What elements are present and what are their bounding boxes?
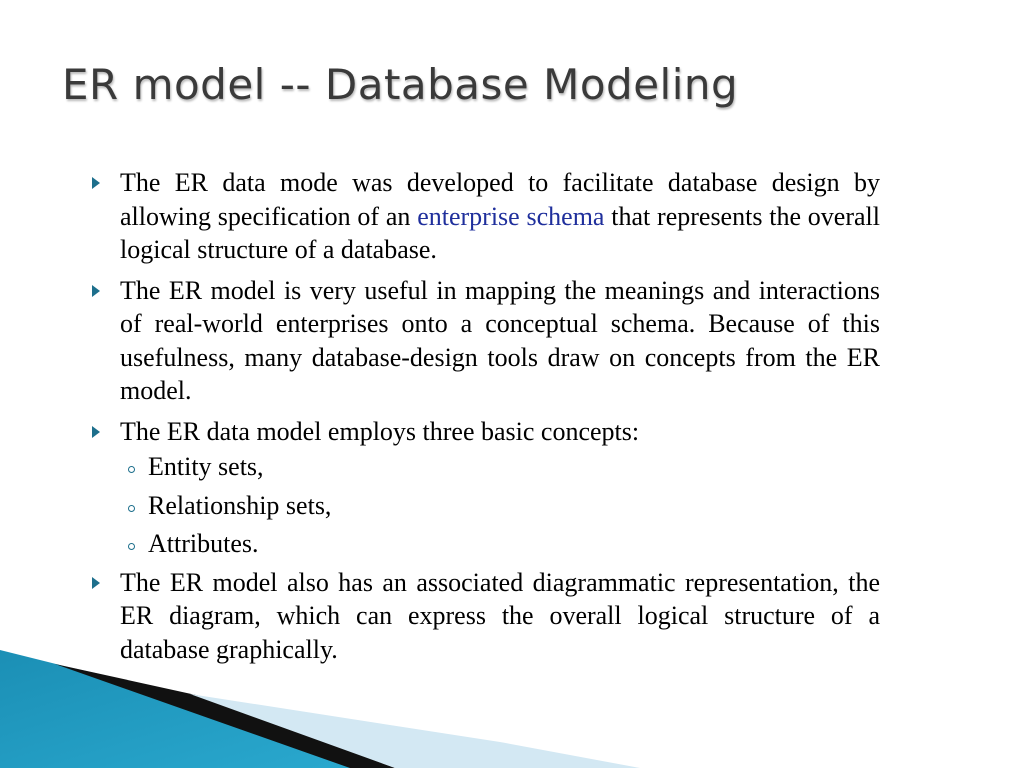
sub-bullet-text: Attributes. xyxy=(148,529,259,558)
bullet-text: that represents the overall logical structure of a database. xyxy=(120,201,880,264)
bullet-arrow-icon xyxy=(92,426,100,438)
bullet-arrow-icon xyxy=(92,285,100,297)
sub-bullet-text: Relationship sets, xyxy=(148,490,332,520)
sub-bullet-item xyxy=(88,489,880,523)
sub-bullet-item xyxy=(88,527,880,561)
bullet-text: The ER data model employs three basic concepts: xyxy=(120,416,640,446)
bullet-item xyxy=(88,415,880,449)
bullet-text: The ER data mode was developed to facilitate database design by allowing specification of an xyxy=(120,168,880,231)
sub-bullet-text: Entity sets, xyxy=(148,452,264,481)
bullet-arrow-icon xyxy=(92,577,100,589)
bullet-item xyxy=(88,166,880,267)
sub-bullet-circle-icon xyxy=(128,466,135,473)
bullet-item xyxy=(88,566,880,667)
slide-title: ER model -- Database Modeling xyxy=(62,60,739,109)
bullet-item xyxy=(88,274,880,408)
highlighted-term: enterprise schema xyxy=(417,201,605,231)
sub-bullet-circle-icon xyxy=(128,543,135,550)
bullet-list xyxy=(88,166,880,673)
sub-bullet-item xyxy=(88,450,880,484)
bullet-arrow-icon xyxy=(92,177,100,189)
bullet-text: The ER model is very useful in mapping the meanings and interactions of real-world enterprises onto a conceptual schema. Because of this usefulness, many database-design tools draw on concepts from the ER model. xyxy=(120,275,880,405)
bullet-text: The ER model also has an associated diagrammatic representation, the ER diagram, which can express the overall logical structure of a database graphically. xyxy=(120,567,880,664)
sub-bullet-circle-icon xyxy=(128,505,135,512)
